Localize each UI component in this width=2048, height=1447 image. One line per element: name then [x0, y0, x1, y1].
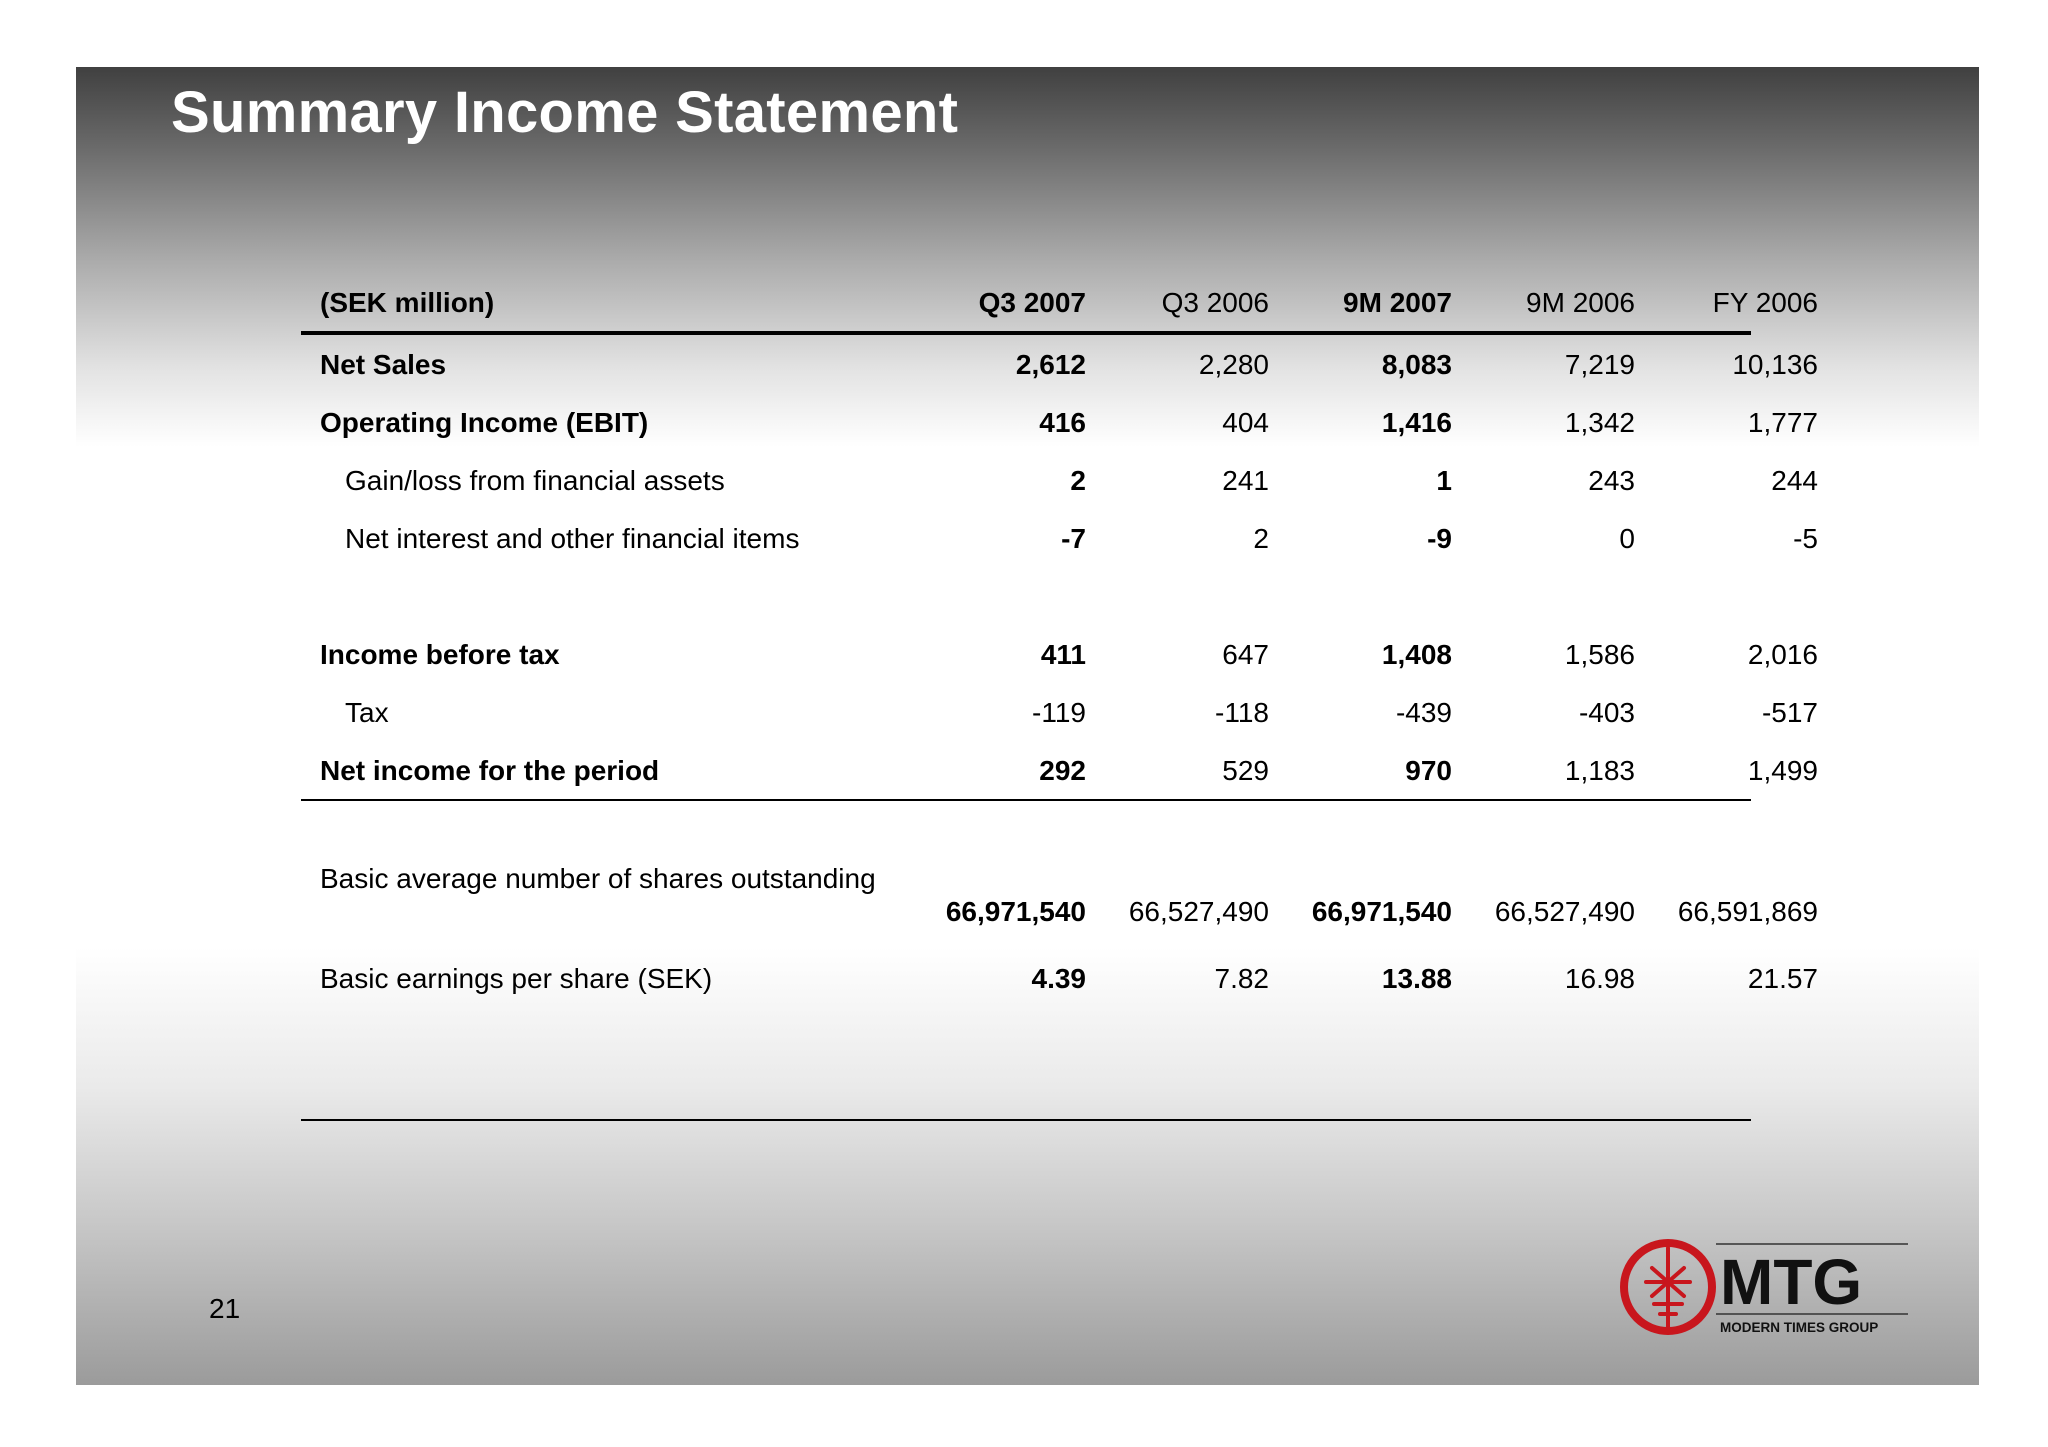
table-row-income-before-tax [301, 625, 1818, 683]
cell: 7,219 [1564, 349, 1635, 380]
table-row-net-interest [301, 509, 1818, 567]
column-header: 9M 2006 [1526, 287, 1635, 318]
cell: -517 [1761, 697, 1818, 728]
cell: -403 [1578, 697, 1635, 728]
cell: 529 [1222, 755, 1269, 786]
cell: 244 [1771, 465, 1818, 496]
table-row-gain-loss [301, 451, 1818, 509]
cell: 4.39 [1031, 963, 1086, 994]
cell: 243 [1588, 465, 1635, 496]
table-row-shares [301, 859, 1818, 949]
cell: 66,527,490 [1494, 896, 1635, 927]
cell: 1,586 [1564, 639, 1635, 670]
column-header: 9M 2007 [1343, 287, 1452, 318]
cell: 2,612 [1015, 349, 1086, 380]
cell: 16.98 [1564, 963, 1635, 994]
header-label: (SEK million) [320, 287, 495, 318]
cell: -118 [1215, 697, 1269, 728]
cell: 1,342 [1564, 407, 1635, 438]
table-row-tax [301, 683, 1818, 741]
cell: 7.82 [1214, 963, 1269, 994]
cell: 2,280 [1198, 349, 1269, 380]
cell: 66,527,490 [1128, 896, 1269, 927]
column-header: Q3 2007 [978, 287, 1086, 318]
cell: 970 [1405, 755, 1452, 786]
row-spacer [301, 567, 1751, 625]
row-label: Basic earnings per share (SEK) [320, 963, 713, 994]
cell: 66,971,540 [945, 896, 1086, 927]
cell: -5 [1793, 523, 1818, 554]
mtg-logo [1616, 1232, 1916, 1342]
cell: 416 [1039, 407, 1086, 438]
income-statement-table [301, 277, 1818, 1007]
page-number: 21 [209, 1293, 241, 1324]
row-label: Net Sales [320, 349, 447, 380]
slide [76, 67, 1979, 1385]
cell: 8,083 [1381, 349, 1452, 380]
cell: 10,136 [1732, 349, 1818, 380]
cell: 1,499 [1747, 755, 1818, 786]
page-title: Summary Income Statement [171, 80, 959, 145]
table-row-operating-income [301, 393, 1818, 451]
row-label: Tax [345, 697, 389, 728]
logo-wordmark: MTG [1720, 1246, 1863, 1318]
cell: 66,591,869 [1677, 896, 1818, 927]
cell: 404 [1222, 407, 1269, 438]
cell: 411 [1040, 639, 1086, 670]
column-header: FY 2006 [1712, 287, 1818, 318]
cell: 1,183 [1564, 755, 1635, 786]
row-label: Net interest and other financial items [345, 523, 800, 554]
cell: 2,016 [1747, 639, 1818, 670]
row-spacer [301, 801, 1751, 859]
cell: -7 [1061, 523, 1086, 554]
cell: 13.88 [1381, 963, 1452, 994]
row-label: Gain/loss from financial assets [345, 465, 725, 496]
cell: 1,416 [1381, 407, 1452, 438]
cell: 647 [1222, 639, 1269, 670]
row-label: Net income for the period [320, 755, 660, 786]
cell: 2 [1070, 465, 1086, 496]
cell: -9 [1427, 523, 1452, 554]
row-label: Basic average number of shares outstanding [320, 863, 876, 894]
table-bottom-divider [301, 1119, 1751, 1121]
cell: 1,408 [1381, 639, 1452, 670]
cell: 1,777 [1747, 407, 1818, 438]
cell: 0 [1619, 523, 1635, 554]
table-row-net-sales [301, 335, 1818, 393]
cell: 2 [1253, 523, 1269, 554]
column-header: Q3 2006 [1161, 287, 1269, 318]
cell: 66,971,540 [1311, 896, 1452, 927]
cell: 292 [1039, 755, 1086, 786]
cell: 241 [1222, 465, 1269, 496]
row-label: Operating Income (EBIT) [320, 407, 649, 438]
logo-tagline: MODERN TIMES GROUP [1720, 1320, 1879, 1335]
row-label: Income before tax [320, 639, 560, 670]
cell: 21.57 [1747, 963, 1818, 994]
cell: -119 [1032, 697, 1086, 728]
logo-antenna-icon [1646, 1248, 1690, 1328]
table-row-eps [301, 949, 1818, 1007]
cell: 1 [1436, 465, 1452, 496]
table-header-row [301, 277, 1818, 335]
table-row-net-income [301, 741, 1818, 801]
cell: -439 [1395, 697, 1452, 728]
